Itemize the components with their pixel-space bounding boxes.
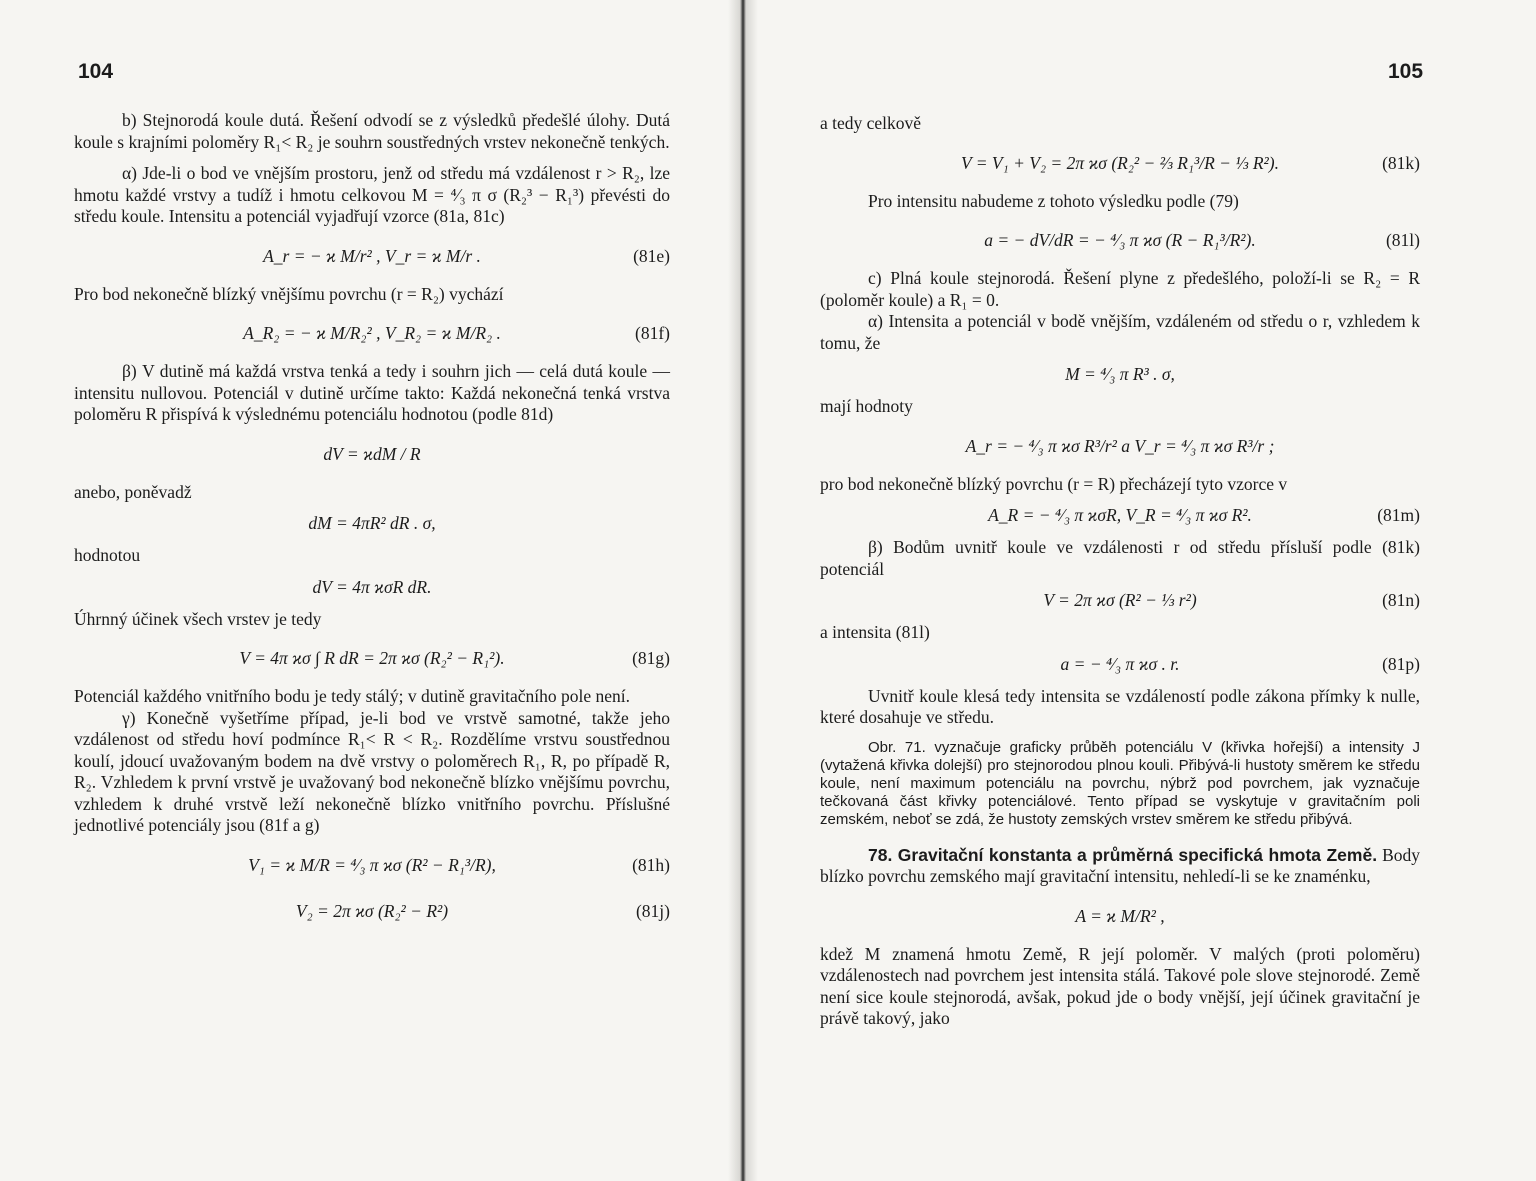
book-gutter: [728, 0, 758, 1181]
section-heading: 78. Gravitační konstanta a průměrná specifická hmota Země.: [868, 844, 1378, 865]
paragraph-inside: Uvnitř koule klesá tedy intensita se vzdáleností podle zákona přímky k nulle, které dosahuje ve středu.: [820, 685, 1420, 727]
paragraph-alpha: α) Jde-li o bod ve vnějším prostoru, jenž od středu má vzdálenost r > R₂, lze hmotu každé vrstvy a tudíž i hmotu celkovou M = ⁴⁄₃ π σ (R₂³ − R₁³) převésti do středu koule. Intensitu a potenciál vyjadřují vzorce (81a, 81c): [74, 163, 670, 226]
equation-M: [820, 356, 1420, 394]
paragraph-total-intro: a tedy celkově: [820, 113, 922, 133]
equation-81n: [820, 582, 1420, 620]
paragraph-intensity: Pro intensitu nabudeme z tohoto výsledku podle (79): [868, 190, 1239, 211]
equation-81k: [820, 137, 1420, 189]
paragraph-total: Úhrnný účinek všech vrstev je tedy: [74, 608, 322, 629]
paragraph-surface: pro bod nekonečně blízký povrchu (r = R) přecházejí tyto vzorce v: [820, 473, 1288, 494]
equation-M-formula: M = ⁴⁄₃ π R³ . σ,: [1065, 364, 1175, 384]
equation-81l-tag: (81l): [1385, 230, 1420, 250]
paragraph-gamma: γ) Konečně vyšetříme případ, je-li bod ve vrstvě samotné, takže jeho vzdálenost od středu hoví podmínce R₁< R < R₂. Rozdělíme vrstvu soustřednou koulí, jdoucí uvažovaným bodem na dvě vrstvy o poloměrech R₁, R, po případě R, R₂. Vzhledem k první vrstvě je uvažovaný bod nekonečně blízko vnějšímu povrchu, vzhledem k druhé vrstvě leží nekonečně blízko vnitřního povrchu. Příslušné jednotlivé potenciály jsou (81f a g): [74, 707, 670, 835]
figure-note: Obr. 71. vyznačuje graficky průběh potenciálu V (křivka hořejší) a intensity J (vytažená křivka dolejší) pro stejnorodou plnou kouli. Přibývá-li hustoty směrem ke středu koule, není maximum potenciálu na povrchu, nýbrž pod povrchem, jak vyznačuje tečkovaná část křivky potenciálové. Tento případ se vyskytuje v gravitačním poli zemském, neboť se zdá, že hustoty zemských vrstev směrem ke středu přibývá.: [820, 738, 1420, 828]
equation-81m: [820, 497, 1420, 535]
equation-dV2-formula: dV = 4π ϰσR dR.: [312, 576, 432, 597]
equation-81h: [74, 839, 670, 891]
equation-81p-tag: (81p): [1382, 653, 1420, 674]
equation-81f-tag: (81f): [635, 323, 670, 343]
paragraph-c: c) Plná koule stejnorodá. Řešení plyne z předešlého, položí-li se R₂ = R (poloměr koule) a R₁ = 0.: [820, 268, 1420, 310]
equation-81l-formula: a = − dV/dR = − ⁴⁄₃ π ϰσ (R − R₁³/R²).: [984, 230, 1256, 250]
equation-81m-formula: A_R = − ⁴⁄₃ π ϰσR, V_R = ⁴⁄₃ π ϰσ R².: [988, 505, 1252, 525]
equation-81g-tag: (81g): [632, 648, 670, 668]
equation-dM-formula: dM = 4πR² dR . σ,: [308, 513, 436, 533]
equation-dM: [74, 505, 670, 543]
paragraph-near-surface: Pro bod nekonečně blízký vnějšímu povrchu (r = R₂) vychází: [74, 283, 504, 304]
paragraph-constant-potential: Potenciál každého vnitřního bodu je tedy stálý; v dutině gravitačního pole není.: [74, 686, 630, 706]
equation-81p-formula: a = − ⁴⁄₃ π ϰσ . r.: [1060, 653, 1180, 674]
section-text: Body blízko povrchu zemského mají gravitační intensitu, nehledí-li se ke znaménku,: [820, 844, 1421, 886]
section-78: [820, 845, 1420, 888]
page-number-right: 105: [1388, 60, 1424, 83]
equation-81h-tag: (81h): [632, 854, 670, 875]
equation-A: [820, 890, 1420, 942]
equation-dV: [74, 428, 670, 480]
right-column: [820, 113, 1420, 1030]
equation-81m-tag: (81m): [1377, 505, 1420, 525]
equation-81g: [74, 632, 670, 684]
equation-81h-formula: V₁ = ϰ M/R = ⁴⁄₃ π ϰσ (R² − R₁³/R),: [248, 854, 496, 875]
equation-81n-formula: V = 2π ϰσ (R² − ⅓ r²): [1043, 590, 1197, 610]
equation-81j: [74, 893, 670, 931]
paragraph-c-beta: β) Bodům uvnitř koule ve vzdálenosti r od středu přísluší podle (81k) potenciál: [820, 537, 1420, 579]
label-intensita: a intensita (81l): [820, 622, 930, 642]
equation-81e-tag: (81e): [633, 245, 670, 266]
equation-81f: [74, 307, 670, 359]
equation-81f-formula: A_R₂ = − ϰ M/R₂² , V_R₂ = ϰ M/R₂ .: [243, 323, 501, 343]
equation-81j-tag: (81j): [635, 900, 670, 921]
equation-81g-formula: V = 4π ϰσ ∫ R dR = 2π ϰσ (R₂² − R₁²).: [239, 648, 505, 668]
label-anebo: anebo, poněvadž: [74, 481, 192, 502]
equation-81n-tag: (81n): [1382, 590, 1420, 610]
equation-81l: [820, 214, 1420, 266]
label-hodnoty: mají hodnoty: [820, 396, 913, 416]
paragraph-final: kdež M znamená hmotu Země, R její poloměr. V malých (proti poloměru) vzdálenostech nad povrchem jest intensita stálá. Takové pole slove stejnorodé. Země není sice koule stejnorodá, avšak, pokud jde o body vnější, její účinek gravitační je právě takový, jako: [820, 943, 1420, 1028]
equation-A-formula: A = ϰ M/R² ,: [1075, 905, 1165, 926]
label-hodnotou: hodnotou: [74, 545, 141, 565]
equation-81k-tag: (81k): [1382, 152, 1420, 173]
equation-81p: [820, 646, 1420, 684]
paragraph-c-alpha: α) Intensita a potenciál v bodě vnějším, vzdáleném od středu o r, vzhledem k tomu, že: [820, 311, 1420, 353]
paragraph-beta: β) V dutině má každá vrstva tenká a tedy i souhrn jich — celá dutá koule — intensitu nullovou. Potenciál v dutině určíme takto: Každá nekonečná tenká vrstva poloměru R přispívá k výslednému potenciálu hodnotou (podle 81d): [74, 361, 670, 424]
equation-dV2: [74, 569, 670, 607]
equation-dV-formula: dV = ϰdM / R: [323, 443, 421, 464]
equation-81e: [74, 230, 670, 282]
equation-81k-formula: V = V₁ + V₂ = 2π ϰσ (R₂² − ⅔ R₁³/R − ⅓ R²).: [960, 152, 1279, 173]
page-number-left: 104: [78, 60, 114, 83]
left-column: [74, 110, 670, 933]
paragraph-b-intro: b) Stejnorodá koule dutá. Řešení odvodí se z výsledků předešlé úlohy. Dutá koule s krajními poloměry R₁< R₂ je souhrn soustředných vrstev nekonečně tenkých.: [74, 110, 670, 152]
equation-Ar: [820, 420, 1420, 472]
equation-81e-formula: A_r = − ϰ M/r² , V_r = ϰ M/r .: [263, 245, 481, 266]
equation-81j-formula: V₂ = 2π ϰσ (R₂² − R²): [295, 900, 449, 921]
equation-Ar-formula: A_r = − ⁴⁄₃ π ϰσ R³/r² a V_r = ⁴⁄₃ π ϰσ R³/r ;: [965, 435, 1275, 456]
